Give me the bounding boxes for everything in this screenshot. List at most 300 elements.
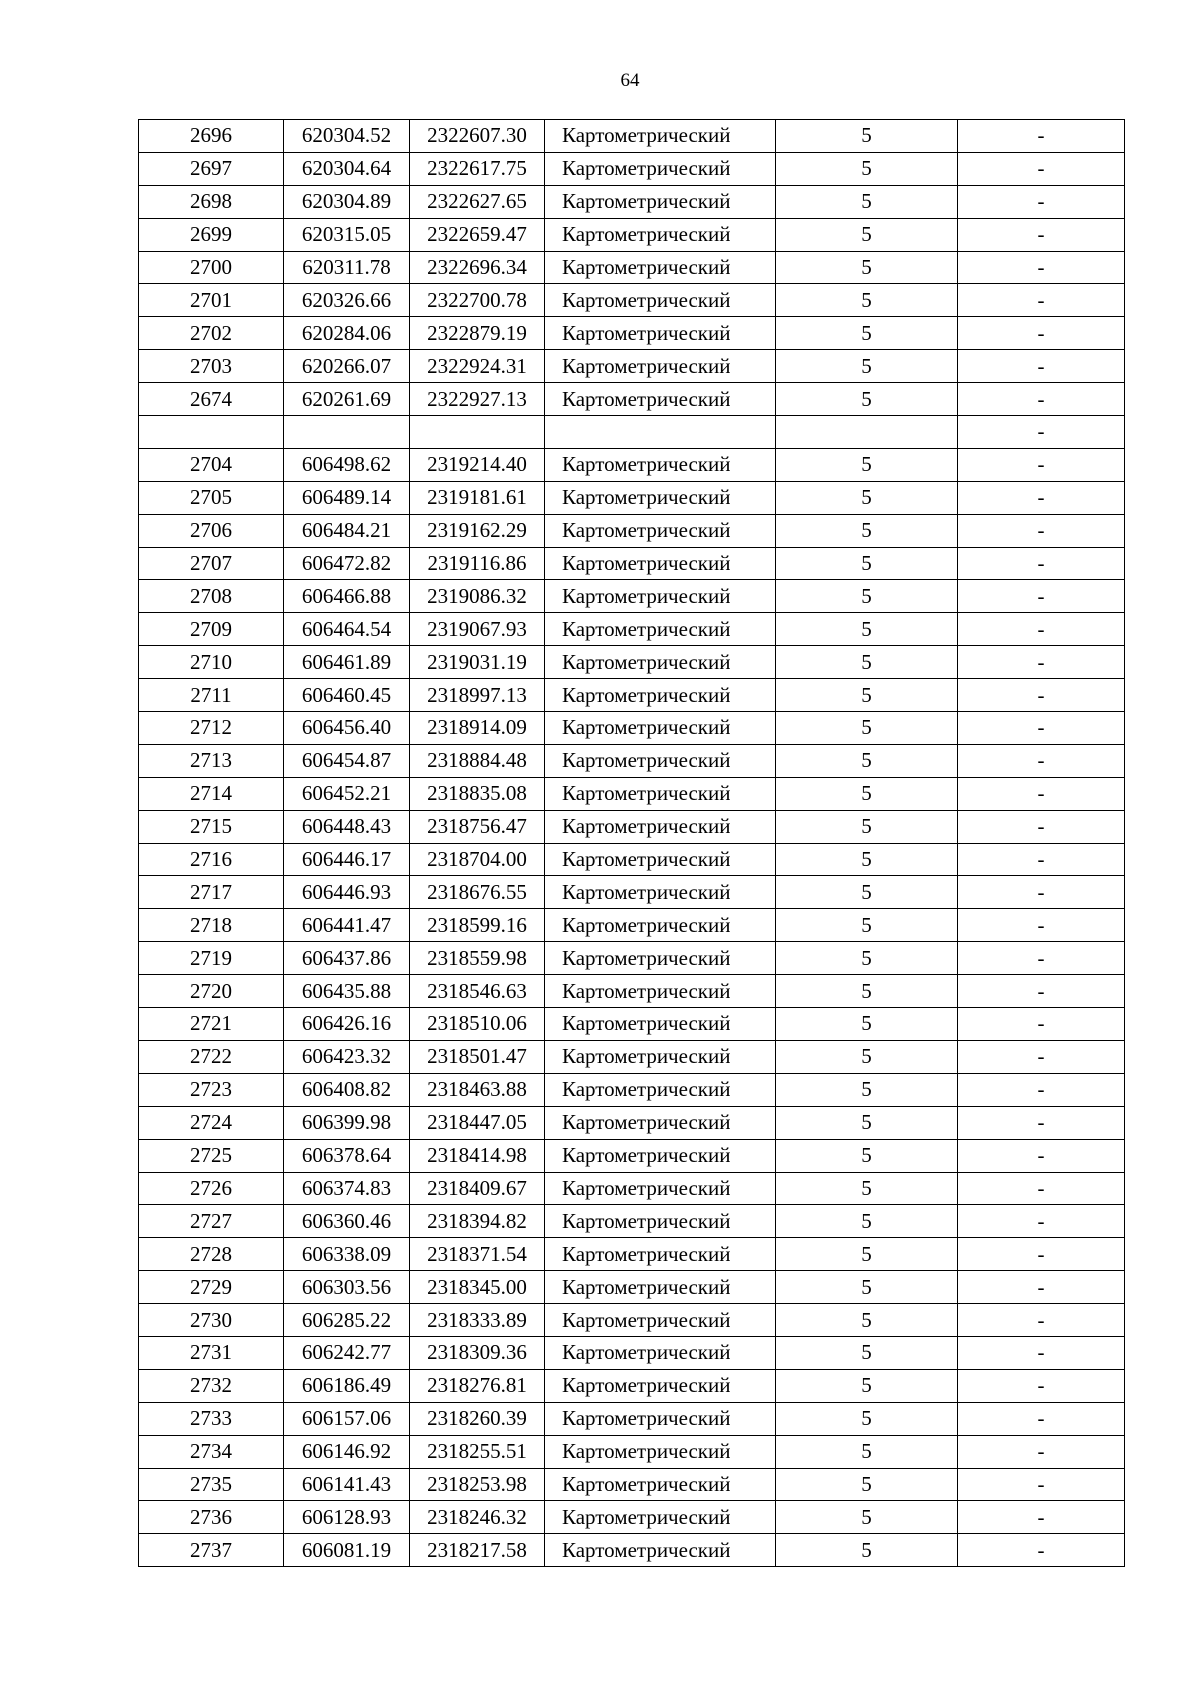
note-cell: - [958, 1008, 1125, 1041]
y-coordinate-cell: 2318217.58 [410, 1534, 545, 1567]
x-coordinate-cell: 606146.92 [284, 1435, 410, 1468]
accuracy-cell: 5 [776, 1468, 958, 1501]
method-cell: Картометрический [545, 1369, 776, 1402]
x-coordinate-cell: 606408.82 [284, 1073, 410, 1106]
point-number-cell: 2729 [139, 1271, 284, 1304]
point-number-cell: 2715 [139, 810, 284, 843]
note-cell: - [958, 284, 1125, 317]
y-coordinate-cell: 2322927.13 [410, 383, 545, 416]
accuracy-cell: 5 [776, 350, 958, 383]
accuracy-cell: 5 [776, 218, 958, 251]
accuracy-cell: 5 [776, 876, 958, 909]
point-number-cell: 2727 [139, 1205, 284, 1238]
accuracy-cell: 5 [776, 1501, 958, 1534]
note-cell: - [958, 1205, 1125, 1238]
y-coordinate-cell: 2318501.47 [410, 1040, 545, 1073]
accuracy-cell: 5 [776, 942, 958, 975]
method-cell: Картометрический [545, 876, 776, 909]
method-cell: Картометрический [545, 744, 776, 777]
y-coordinate-cell: 2319067.93 [410, 613, 545, 646]
note-cell: - [958, 975, 1125, 1008]
x-coordinate-cell: 606446.93 [284, 876, 410, 909]
note-cell: - [958, 218, 1125, 251]
method-cell: Картометрический [545, 843, 776, 876]
note-cell: - [958, 646, 1125, 679]
accuracy-cell [776, 416, 958, 449]
note-cell: - [958, 909, 1125, 942]
method-cell: Картометрический [545, 646, 776, 679]
method-cell: Картометрический [545, 317, 776, 350]
accuracy-cell: 5 [776, 580, 958, 613]
y-coordinate-cell: 2318260.39 [410, 1402, 545, 1435]
y-coordinate-cell: 2319214.40 [410, 448, 545, 481]
method-cell: Картометрический [545, 284, 776, 317]
method-cell: Картометрический [545, 975, 776, 1008]
y-coordinate-cell: 2318447.05 [410, 1106, 545, 1139]
x-coordinate-cell: 606489.14 [284, 481, 410, 514]
x-coordinate-cell: 606157.06 [284, 1402, 410, 1435]
method-cell: Картометрический [545, 712, 776, 745]
y-coordinate-cell: 2318253.98 [410, 1468, 545, 1501]
y-coordinate-cell: 2318559.98 [410, 942, 545, 975]
x-coordinate-cell: 606141.43 [284, 1468, 410, 1501]
point-number-cell: 2699 [139, 218, 284, 251]
x-coordinate-cell: 606446.17 [284, 843, 410, 876]
y-coordinate-cell: 2322879.19 [410, 317, 545, 350]
x-coordinate-cell: 620284.06 [284, 317, 410, 350]
point-number-cell: 2700 [139, 251, 284, 284]
note-cell: - [958, 448, 1125, 481]
coordinates-table-body [139, 120, 1125, 1567]
note-cell: - [958, 1402, 1125, 1435]
y-coordinate-cell: 2319162.29 [410, 514, 545, 547]
table-row [139, 1238, 1125, 1271]
x-coordinate-cell: 620326.66 [284, 284, 410, 317]
x-coordinate-cell: 606128.93 [284, 1501, 410, 1534]
table-row [139, 1271, 1125, 1304]
point-number-cell: 2704 [139, 448, 284, 481]
method-cell: Картометрический [545, 1402, 776, 1435]
note-cell: - [958, 1435, 1125, 1468]
table-row [139, 744, 1125, 777]
method-cell: Картометрический [545, 120, 776, 153]
accuracy-cell: 5 [776, 1336, 958, 1369]
y-coordinate-cell: 2322700.78 [410, 284, 545, 317]
note-cell: - [958, 416, 1125, 449]
accuracy-cell: 5 [776, 152, 958, 185]
method-cell: Картометрический [545, 1106, 776, 1139]
x-coordinate-cell: 620304.89 [284, 185, 410, 218]
x-coordinate-cell: 606441.47 [284, 909, 410, 942]
point-number-cell: 2735 [139, 1468, 284, 1501]
note-cell: - [958, 580, 1125, 613]
point-number-cell: 2711 [139, 679, 284, 712]
x-coordinate-cell: 620315.05 [284, 218, 410, 251]
accuracy-cell: 5 [776, 1534, 958, 1567]
point-number-cell: 2698 [139, 185, 284, 218]
accuracy-cell: 5 [776, 120, 958, 153]
point-number-cell: 2736 [139, 1501, 284, 1534]
x-coordinate-cell: 606285.22 [284, 1304, 410, 1337]
y-coordinate-cell: 2322659.47 [410, 218, 545, 251]
x-coordinate-cell: 606452.21 [284, 777, 410, 810]
y-coordinate-cell: 2322924.31 [410, 350, 545, 383]
point-number-cell: 2730 [139, 1304, 284, 1337]
table-row [139, 350, 1125, 383]
table-row [139, 1205, 1125, 1238]
method-cell: Картометрический [545, 1238, 776, 1271]
note-cell: - [958, 843, 1125, 876]
y-coordinate-cell [410, 416, 545, 449]
point-number-cell [139, 416, 284, 449]
point-number-cell: 2701 [139, 284, 284, 317]
note-cell: - [958, 350, 1125, 383]
x-coordinate-cell: 606437.86 [284, 942, 410, 975]
table-row [139, 679, 1125, 712]
table-row [139, 120, 1125, 153]
point-number-cell: 2726 [139, 1172, 284, 1205]
point-number-cell: 2707 [139, 547, 284, 580]
y-coordinate-cell: 2318409.67 [410, 1172, 545, 1205]
accuracy-cell: 5 [776, 777, 958, 810]
y-coordinate-cell: 2318345.00 [410, 1271, 545, 1304]
method-cell: Картометрический [545, 1008, 776, 1041]
method-cell: Картометрический [545, 580, 776, 613]
method-cell: Картометрический [545, 1040, 776, 1073]
x-coordinate-cell: 620261.69 [284, 383, 410, 416]
point-number-cell: 2732 [139, 1369, 284, 1402]
note-cell: - [958, 1271, 1125, 1304]
note-cell: - [958, 481, 1125, 514]
x-coordinate-cell: 620304.52 [284, 120, 410, 153]
accuracy-cell: 5 [776, 1106, 958, 1139]
note-cell: - [958, 942, 1125, 975]
accuracy-cell: 5 [776, 1435, 958, 1468]
method-cell: Картометрический [545, 1501, 776, 1534]
y-coordinate-cell: 2322607.30 [410, 120, 545, 153]
point-number-cell: 2696 [139, 120, 284, 153]
note-cell: - [958, 613, 1125, 646]
table-row [139, 448, 1125, 481]
y-coordinate-cell: 2322627.65 [410, 185, 545, 218]
x-coordinate-cell: 606423.32 [284, 1040, 410, 1073]
point-number-cell: 2706 [139, 514, 284, 547]
y-coordinate-cell: 2318997.13 [410, 679, 545, 712]
method-cell: Картометрический [545, 350, 776, 383]
y-coordinate-cell: 2318835.08 [410, 777, 545, 810]
x-coordinate-cell [284, 416, 410, 449]
note-cell: - [958, 1501, 1125, 1534]
x-coordinate-cell: 606498.62 [284, 448, 410, 481]
point-number-cell: 2709 [139, 613, 284, 646]
accuracy-cell: 5 [776, 1139, 958, 1172]
y-coordinate-cell: 2318255.51 [410, 1435, 545, 1468]
accuracy-cell: 5 [776, 1304, 958, 1337]
y-coordinate-cell: 2318276.81 [410, 1369, 545, 1402]
method-cell: Картометрический [545, 777, 776, 810]
point-number-cell: 2731 [139, 1336, 284, 1369]
table-row [139, 1336, 1125, 1369]
point-number-cell: 2719 [139, 942, 284, 975]
table-row [139, 218, 1125, 251]
accuracy-cell: 5 [776, 317, 958, 350]
y-coordinate-cell: 2322696.34 [410, 251, 545, 284]
method-cell: Картометрический [545, 1534, 776, 1567]
accuracy-cell: 5 [776, 1040, 958, 1073]
method-cell: Картометрический [545, 185, 776, 218]
table-row [139, 1172, 1125, 1205]
point-number-cell: 2734 [139, 1435, 284, 1468]
table-row [139, 1468, 1125, 1501]
table-row [139, 1008, 1125, 1041]
method-cell: Картометрический [545, 1073, 776, 1106]
y-coordinate-cell: 2319181.61 [410, 481, 545, 514]
point-number-cell: 2703 [139, 350, 284, 383]
y-coordinate-cell: 2318599.16 [410, 909, 545, 942]
point-number-cell: 2722 [139, 1040, 284, 1073]
accuracy-cell: 5 [776, 1271, 958, 1304]
note-cell: - [958, 1534, 1125, 1567]
note-cell: - [958, 1040, 1125, 1073]
table-row [139, 317, 1125, 350]
table-row [139, 580, 1125, 613]
x-coordinate-cell: 606338.09 [284, 1238, 410, 1271]
x-coordinate-cell: 606378.64 [284, 1139, 410, 1172]
table-row [139, 777, 1125, 810]
note-cell: - [958, 712, 1125, 745]
note-cell: - [958, 1369, 1125, 1402]
note-cell: - [958, 744, 1125, 777]
point-number-cell: 2724 [139, 1106, 284, 1139]
table-row [139, 1139, 1125, 1172]
point-number-cell: 2712 [139, 712, 284, 745]
table-row [139, 1534, 1125, 1567]
point-number-cell: 2710 [139, 646, 284, 679]
point-number-cell: 2705 [139, 481, 284, 514]
point-number-cell: 2720 [139, 975, 284, 1008]
x-coordinate-cell: 620304.64 [284, 152, 410, 185]
method-cell: Картометрический [545, 218, 776, 251]
table-row [139, 942, 1125, 975]
y-coordinate-cell: 2318546.63 [410, 975, 545, 1008]
table-row [139, 843, 1125, 876]
table-row [139, 416, 1125, 449]
method-cell [545, 416, 776, 449]
y-coordinate-cell: 2318914.09 [410, 712, 545, 745]
table-row [139, 1369, 1125, 1402]
page-number: 64 [620, 70, 640, 91]
point-number-cell: 2702 [139, 317, 284, 350]
x-coordinate-cell: 606484.21 [284, 514, 410, 547]
note-cell: - [958, 876, 1125, 909]
x-coordinate-cell: 620266.07 [284, 350, 410, 383]
note-cell: - [958, 1304, 1125, 1337]
point-number-cell: 2733 [139, 1402, 284, 1435]
accuracy-cell: 5 [776, 712, 958, 745]
x-coordinate-cell: 606448.43 [284, 810, 410, 843]
note-cell: - [958, 1238, 1125, 1271]
accuracy-cell: 5 [776, 448, 958, 481]
y-coordinate-cell: 2318394.82 [410, 1205, 545, 1238]
table-row [139, 1040, 1125, 1073]
method-cell: Картометрический [545, 547, 776, 580]
note-cell: - [958, 317, 1125, 350]
x-coordinate-cell: 606374.83 [284, 1172, 410, 1205]
note-cell: - [958, 185, 1125, 218]
table-row [139, 1402, 1125, 1435]
x-coordinate-cell: 606360.46 [284, 1205, 410, 1238]
accuracy-cell: 5 [776, 1205, 958, 1238]
table-row [139, 876, 1125, 909]
method-cell: Картометрический [545, 1205, 776, 1238]
table-row [139, 613, 1125, 646]
note-cell: - [958, 1139, 1125, 1172]
accuracy-cell: 5 [776, 646, 958, 679]
method-cell: Картометрический [545, 1271, 776, 1304]
point-number-cell: 2721 [139, 1008, 284, 1041]
accuracy-cell: 5 [776, 514, 958, 547]
method-cell: Картометрический [545, 383, 776, 416]
accuracy-cell: 5 [776, 975, 958, 1008]
table-row [139, 251, 1125, 284]
x-coordinate-cell: 606461.89 [284, 646, 410, 679]
method-cell: Картометрический [545, 909, 776, 942]
x-coordinate-cell: 606435.88 [284, 975, 410, 1008]
method-cell: Картометрический [545, 1468, 776, 1501]
x-coordinate-cell: 620311.78 [284, 251, 410, 284]
method-cell: Картометрический [545, 1172, 776, 1205]
note-cell: - [958, 679, 1125, 712]
method-cell: Картометрический [545, 810, 776, 843]
point-number-cell: 2697 [139, 152, 284, 185]
method-cell: Картометрический [545, 448, 776, 481]
y-coordinate-cell: 2319031.19 [410, 646, 545, 679]
y-coordinate-cell: 2322617.75 [410, 152, 545, 185]
accuracy-cell: 5 [776, 481, 958, 514]
table-row [139, 712, 1125, 745]
point-number-cell: 2723 [139, 1073, 284, 1106]
accuracy-cell: 5 [776, 1008, 958, 1041]
note-cell: - [958, 1106, 1125, 1139]
method-cell: Картометрический [545, 1139, 776, 1172]
table-row [139, 284, 1125, 317]
accuracy-cell: 5 [776, 251, 958, 284]
point-number-cell: 2725 [139, 1139, 284, 1172]
method-cell: Картометрический [545, 514, 776, 547]
point-number-cell: 2674 [139, 383, 284, 416]
y-coordinate-cell: 2318756.47 [410, 810, 545, 843]
accuracy-cell: 5 [776, 744, 958, 777]
table-row [139, 1073, 1125, 1106]
note-cell: - [958, 547, 1125, 580]
method-cell: Картометрический [545, 481, 776, 514]
x-coordinate-cell: 606472.82 [284, 547, 410, 580]
table-row [139, 975, 1125, 1008]
y-coordinate-cell: 2318884.48 [410, 744, 545, 777]
method-cell: Картометрический [545, 251, 776, 284]
table-row [139, 1501, 1125, 1534]
table-row [139, 1435, 1125, 1468]
accuracy-cell: 5 [776, 1073, 958, 1106]
table-row [139, 383, 1125, 416]
x-coordinate-cell: 606454.87 [284, 744, 410, 777]
y-coordinate-cell: 2319116.86 [410, 547, 545, 580]
accuracy-cell: 5 [776, 909, 958, 942]
table-row [139, 909, 1125, 942]
method-cell: Картометрический [545, 613, 776, 646]
table-row [139, 514, 1125, 547]
note-cell: - [958, 1172, 1125, 1205]
method-cell: Картометрический [545, 942, 776, 975]
accuracy-cell: 5 [776, 547, 958, 580]
y-coordinate-cell: 2318333.89 [410, 1304, 545, 1337]
accuracy-cell: 5 [776, 843, 958, 876]
x-coordinate-cell: 606081.19 [284, 1534, 410, 1567]
note-cell: - [958, 1468, 1125, 1501]
point-number-cell: 2717 [139, 876, 284, 909]
table-row [139, 1304, 1125, 1337]
coordinates-table [138, 119, 1125, 1567]
point-number-cell: 2713 [139, 744, 284, 777]
note-cell: - [958, 383, 1125, 416]
table-row [139, 646, 1125, 679]
x-coordinate-cell: 606426.16 [284, 1008, 410, 1041]
y-coordinate-cell: 2318463.88 [410, 1073, 545, 1106]
y-coordinate-cell: 2318676.55 [410, 876, 545, 909]
y-coordinate-cell: 2319086.32 [410, 580, 545, 613]
x-coordinate-cell: 606242.77 [284, 1336, 410, 1369]
note-cell: - [958, 1073, 1125, 1106]
method-cell: Картометрический [545, 1435, 776, 1468]
accuracy-cell: 5 [776, 284, 958, 317]
x-coordinate-cell: 606303.56 [284, 1271, 410, 1304]
note-cell: - [958, 1336, 1125, 1369]
note-cell: - [958, 810, 1125, 843]
note-cell: - [958, 152, 1125, 185]
accuracy-cell: 5 [776, 1238, 958, 1271]
y-coordinate-cell: 2318414.98 [410, 1139, 545, 1172]
note-cell: - [958, 514, 1125, 547]
accuracy-cell: 5 [776, 383, 958, 416]
point-number-cell: 2718 [139, 909, 284, 942]
point-number-cell: 2716 [139, 843, 284, 876]
method-cell: Картометрический [545, 679, 776, 712]
y-coordinate-cell: 2318704.00 [410, 843, 545, 876]
accuracy-cell: 5 [776, 1369, 958, 1402]
x-coordinate-cell: 606460.45 [284, 679, 410, 712]
table-row [139, 481, 1125, 514]
accuracy-cell: 5 [776, 679, 958, 712]
y-coordinate-cell: 2318510.06 [410, 1008, 545, 1041]
note-cell: - [958, 251, 1125, 284]
method-cell: Картометрический [545, 152, 776, 185]
x-coordinate-cell: 606466.88 [284, 580, 410, 613]
method-cell: Картометрический [545, 1304, 776, 1337]
table-row [139, 547, 1125, 580]
y-coordinate-cell: 2318371.54 [410, 1238, 545, 1271]
point-number-cell: 2714 [139, 777, 284, 810]
x-coordinate-cell: 606456.40 [284, 712, 410, 745]
y-coordinate-cell: 2318246.32 [410, 1501, 545, 1534]
accuracy-cell: 5 [776, 1172, 958, 1205]
accuracy-cell: 5 [776, 810, 958, 843]
x-coordinate-cell: 606399.98 [284, 1106, 410, 1139]
note-cell: - [958, 120, 1125, 153]
method-cell: Картометрический [545, 1336, 776, 1369]
accuracy-cell: 5 [776, 1402, 958, 1435]
note-cell: - [958, 777, 1125, 810]
table-row [139, 1106, 1125, 1139]
